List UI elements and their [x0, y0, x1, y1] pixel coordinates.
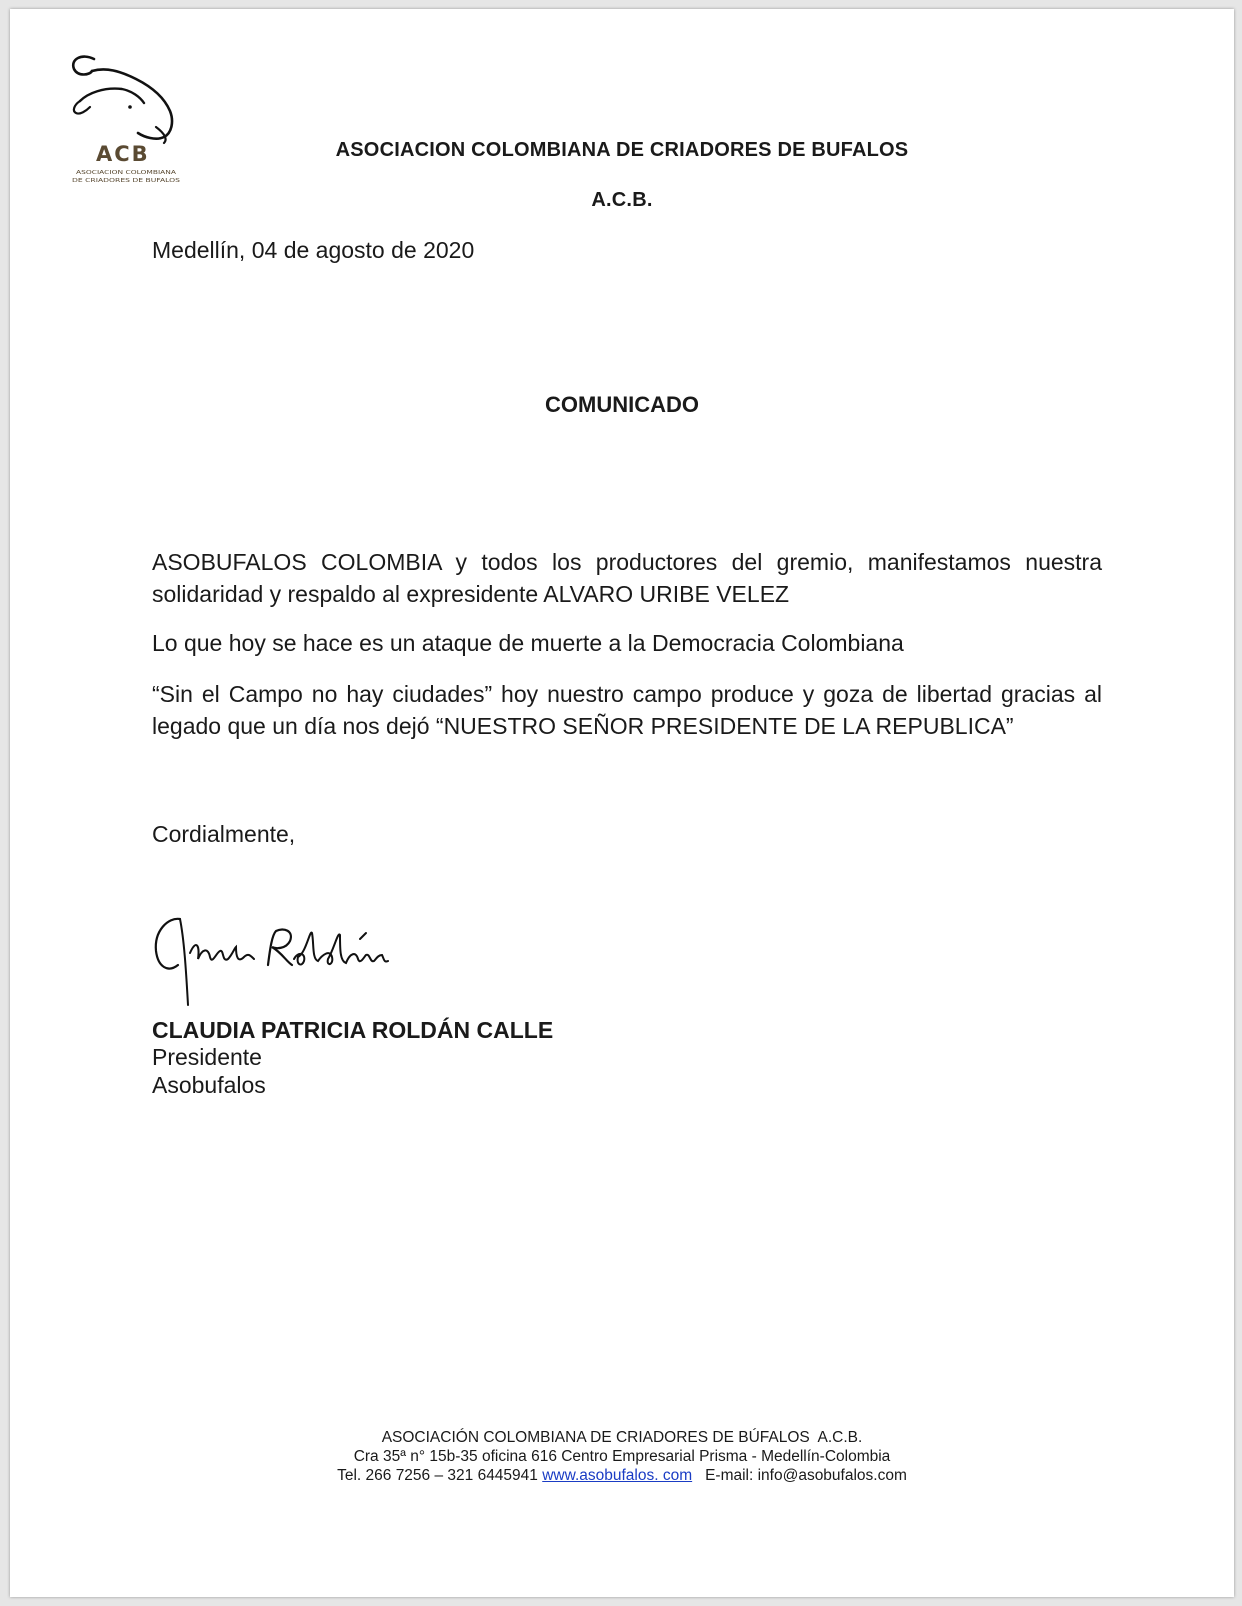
footer-email: E-mail: info@asobufalos.com	[705, 1467, 907, 1484]
organization-abbreviation: A.C.B.	[591, 189, 653, 211]
organization-name: ASOCIACION COLOMBIANA DE CRIADORES DE BUFALOS	[335, 139, 909, 161]
letter-date: Medellín, 04 de agosto de 2020	[152, 237, 475, 263]
logo-text: ACB	[96, 142, 150, 166]
website-link[interactable]: www.asobufalos. com	[542, 1467, 693, 1484]
signer-organization: Asobufalos	[152, 1072, 266, 1098]
signer-name: CLAUDIA PATRICIA ROLDÁN CALLE	[152, 1017, 554, 1043]
footer-address: Cra 35ª n° 15b-35 oficina 616 Centro Empresarial Prisma - Medellín-Colombia	[353, 1448, 891, 1465]
footer-phone: Tel. 266 7256 – 321 6445941	[337, 1467, 538, 1484]
document-heading: COMUNICADO	[545, 392, 699, 417]
svg-text:DE CRIADORES DE BUFALOS: DE CRIADORES DE BUFALOS	[72, 178, 181, 184]
body-paragraph-1: ASOBUFALOS COLOMBIA y todos los productores del gremio, manifestamos nuestra solidaridad y respaldo al expresidente ALVARO URIBE VELEZ	[152, 549, 1102, 607]
footer-organization: ASOCIACIÓN COLOMBIANA DE CRIADORES DE BÚFALOS A.C.B.	[381, 1429, 863, 1446]
svg-text:ASOCIACION COLOMBIANA: ASOCIACION COLOMBIANA	[76, 170, 177, 176]
acb-logo	[60, 49, 195, 194]
letterhead-footer	[10, 1428, 1234, 1485]
body-paragraph-3: “Sin el Campo no hay ciudades” hoy nuestro campo produce y goza de libertad gracias al legado que un día nos dejó “NUESTRO SEÑOR PRESIDENTE DE LA REPUBLICA”	[152, 681, 1102, 739]
signer-role: Presidente	[152, 1044, 262, 1070]
handwritten-signature	[150, 909, 410, 1019]
body-paragraph-2: Lo que hoy se hace es un ataque de muerte a la Democracia Colombiana	[152, 630, 904, 656]
footer-contact	[10, 1466, 1234, 1485]
closing-salutation: Cordialmente,	[152, 821, 296, 847]
letter-page	[10, 9, 1234, 1597]
